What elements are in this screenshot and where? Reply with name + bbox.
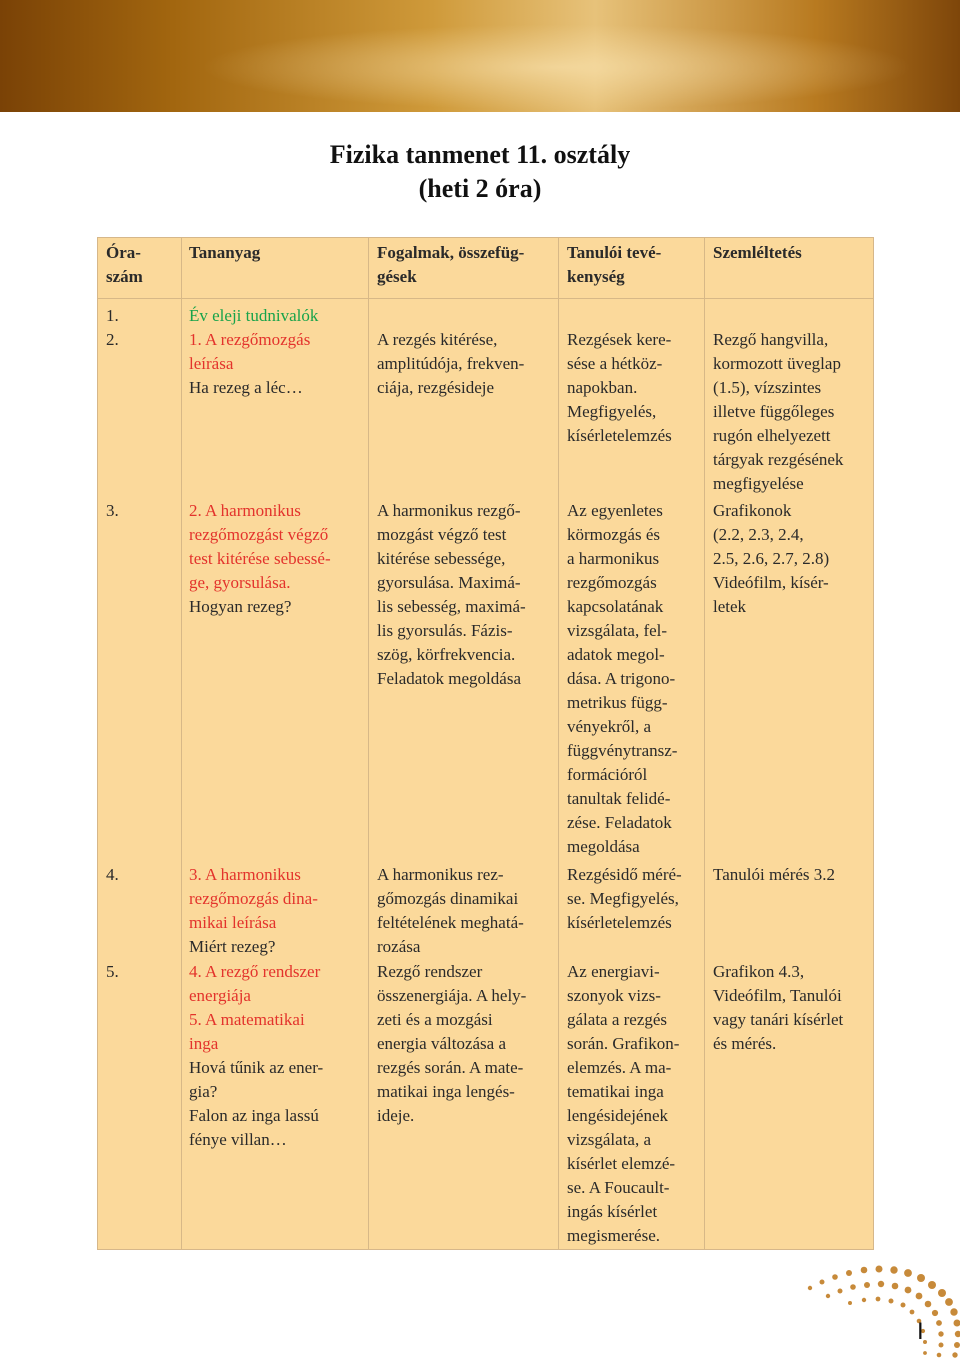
header-concepts: Fogalmak, összefüg- gések <box>377 243 525 286</box>
header-demo: Szemléltetés <box>713 243 802 262</box>
header-material: Tananyag <box>189 243 261 262</box>
column-divider <box>181 238 182 1249</box>
row-1-material: Év eleji tudnivalók <box>189 306 319 325</box>
decorative-header-band <box>0 0 960 112</box>
row-5-concepts: Rezgő rendszer összenergiája. A hely- zeti és a mozgási energia változása a rezgés során. A mate- matikai inga lengés- ideje. <box>377 962 527 1125</box>
row-5-activity: Az energiavi- szonyok vizs- gálata a rezgés során. Grafikon- elemzés. A ma- tematikai inga lengésidejének vizsgálata, a kísérlet elemzé- se. A Foucault- ingás kísérlet megismerése. <box>567 962 680 1245</box>
page-number: I <box>917 1318 924 1345</box>
row-5-material-topic: 4. A rezgő rendszer energiája 5. A matematikai inga <box>189 962 321 1053</box>
column-divider <box>704 238 705 1249</box>
row-2-hours: 2. <box>106 330 119 349</box>
curriculum-table <box>97 237 874 1250</box>
row-3-demo: Grafikonok (2.2, 2.3, 2.4, 2.5, 2.6, 2.7, 2.8) Videófilm, kísér- letek <box>713 501 830 616</box>
header-divider <box>98 298 873 299</box>
row-4-material-sub: Miért rezeg? <box>189 937 276 956</box>
row-3-activity: Az egyenletes körmozgás és a harmonikus rezgőmozgás kapcsolatának vizsgálata, fel- adatok megol- dása. A trigono- metrikus függ- vényekről, a függvénytransz- formációról tanultak felidé- zése. Feladatok megoldása <box>567 501 678 856</box>
row-4-concepts: A harmonikus rez- gőmozgás dinamikai feltételének meghatá- rozása <box>377 865 524 956</box>
header-hours: Óra- szám <box>106 243 143 286</box>
row-2-concepts: A rezgés kitérése, amplitúdója, frekven- ciája, rezgésideje <box>377 330 525 397</box>
row-3-material-topic: 2. A harmonikus rezgőmozgást végző test kitérése sebessé- ge, gyorsulása. <box>189 501 331 592</box>
column-divider <box>558 238 559 1249</box>
row-2-material-topic: 1. A rezgőmozgás leírása <box>189 330 311 373</box>
row-3-material-sub: Hogyan rezeg? <box>189 597 292 616</box>
row-5-demo: Grafikon 4.3, Videófilm, Tanulói vagy tanári kísérlet és mérés. <box>713 962 844 1053</box>
row-4-hours: 4. <box>106 865 119 884</box>
row-4-material-topic: 3. A harmonikus rezgőmozgás dina- mikai leírása <box>189 865 318 932</box>
row-2-activity: Rezgések kere- sése a hétköz- napokban. Megfigyelés, kísérletelemzés <box>567 330 672 445</box>
row-2-demo: Rezgő hangvilla, kormozott üveglap (1.5), vízszintes illetve függőleges rugón elhelyezett tárgyak rezgésének megfigyelése <box>713 330 844 493</box>
row-5-hours: 5. <box>106 962 119 981</box>
row-4-demo: Tanulói mérés 3.2 <box>713 865 836 884</box>
row-5-material-sub: Hová tűnik az ener- gia? Falon az inga lassú fénye villan… <box>189 1058 324 1149</box>
row-3-hours: 3. <box>106 501 119 520</box>
page-subtitle: (heti 2 óra) <box>418 174 542 203</box>
row-2-material-sub: Ha rezeg a léc… <box>189 378 303 397</box>
column-divider <box>368 238 369 1249</box>
row-3-concepts: A harmonikus rezgő- mozgást végző test kitérése sebessége, gyorsulása. Maximá- lis sebesség, maximá- lis gyorsulás. Fázis- szög, körfrekvencia. Feladatok megoldása <box>377 501 526 688</box>
header-activity: Tanulói tevé- kenység <box>567 243 662 286</box>
row-4-activity: Rezgésidő méré- se. Megfigyelés, kísérletelemzés <box>567 865 682 932</box>
row-1-hours: 1. <box>106 306 119 325</box>
decorative-dot-arc <box>780 1260 960 1360</box>
page-title: Fizika tanmenet 11. osztály <box>329 140 631 169</box>
